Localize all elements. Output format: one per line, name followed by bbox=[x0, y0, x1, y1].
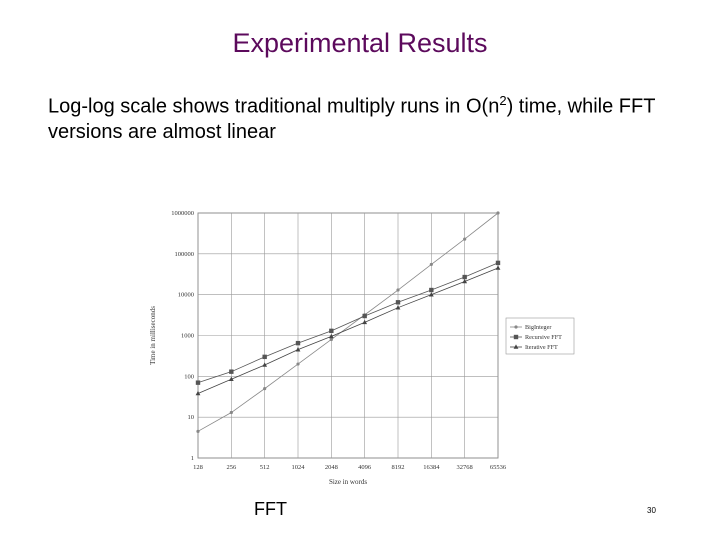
data-point-recursive-fft bbox=[496, 261, 500, 265]
x-tick-label: 32768 bbox=[456, 464, 473, 471]
page-number: 30 bbox=[647, 506, 656, 515]
legend-marker-recursive-fft bbox=[514, 335, 518, 339]
data-point-recursive-fft bbox=[362, 314, 366, 318]
chart-series bbox=[196, 211, 501, 433]
x-tick-label: 1024 bbox=[291, 464, 305, 471]
x-tick-label: 65536 bbox=[489, 464, 507, 471]
y-tick-label: 100000 bbox=[174, 250, 194, 258]
data-point-recursive-fft bbox=[196, 380, 200, 384]
data-point-recursive-fft bbox=[462, 275, 466, 279]
y-tick-label: 1000000 bbox=[171, 210, 194, 217]
subtitle-text-part2: ) time, while FFT versions are almost linear bbox=[48, 95, 656, 143]
legend-label-recursive-fft: Recursive FFT bbox=[525, 334, 562, 341]
x-axis-label: Size in words bbox=[328, 478, 368, 486]
legend-label-iterative-fft: Iterative FFT bbox=[525, 344, 558, 351]
y-tick-label: 10000 bbox=[177, 291, 194, 299]
log-log-chart bbox=[143, 200, 583, 495]
data-point-biginteger bbox=[330, 338, 333, 341]
y-tick-label: 1000 bbox=[181, 332, 194, 340]
data-point-recursive-fft bbox=[229, 369, 233, 373]
data-point-recursive-fft bbox=[396, 300, 400, 304]
x-tick-label: 4096 bbox=[358, 464, 372, 471]
data-point-biginteger bbox=[196, 430, 199, 433]
chart-legend bbox=[506, 318, 574, 354]
x-tick-label: 256 bbox=[226, 464, 237, 471]
x-tick-label: 2048 bbox=[324, 464, 338, 471]
legend-marker-biginteger bbox=[514, 325, 517, 328]
series-line-biginteger bbox=[198, 213, 498, 431]
data-point-recursive-fft bbox=[296, 341, 300, 345]
data-point-biginteger bbox=[463, 237, 466, 240]
data-point-biginteger bbox=[496, 211, 499, 214]
footer-label: FFT bbox=[254, 499, 287, 519]
x-tick-label: 128 bbox=[193, 464, 203, 471]
y-tick-label: 1 bbox=[190, 455, 194, 462]
data-point-iterative-fft bbox=[496, 265, 501, 269]
legend-label-biginteger: BigInteger bbox=[525, 324, 552, 331]
x-tick-label: 8192 bbox=[391, 464, 405, 471]
slide-subtitle bbox=[48, 88, 698, 145]
chart-grid bbox=[198, 213, 498, 458]
series-line-recursive-fft bbox=[198, 263, 498, 383]
chart-ticks bbox=[171, 210, 507, 471]
subtitle-exponent: 2 bbox=[499, 93, 507, 108]
data-point-recursive-fft bbox=[329, 329, 333, 333]
y-axis-label: Time in milliseconds bbox=[149, 306, 157, 365]
data-point-recursive-fft bbox=[429, 288, 433, 292]
y-tick-label: 10 bbox=[187, 414, 194, 422]
slide-title: Experimental Results bbox=[232, 28, 488, 58]
chart-container bbox=[143, 200, 583, 495]
data-point-biginteger bbox=[396, 288, 399, 291]
y-tick-label: 100 bbox=[184, 373, 194, 381]
subtitle-text-part1: Log-log scale shows traditional multiply runs in O(n bbox=[48, 95, 500, 118]
x-tick-label: 512 bbox=[259, 464, 270, 471]
series-line-iterative-fft bbox=[198, 268, 498, 393]
data-point-biginteger bbox=[230, 411, 233, 414]
data-point-recursive-fft bbox=[262, 355, 266, 359]
data-point-biginteger bbox=[263, 387, 266, 390]
data-point-biginteger bbox=[296, 362, 299, 365]
x-tick-label: 16384 bbox=[423, 464, 440, 471]
data-point-biginteger bbox=[430, 263, 433, 266]
